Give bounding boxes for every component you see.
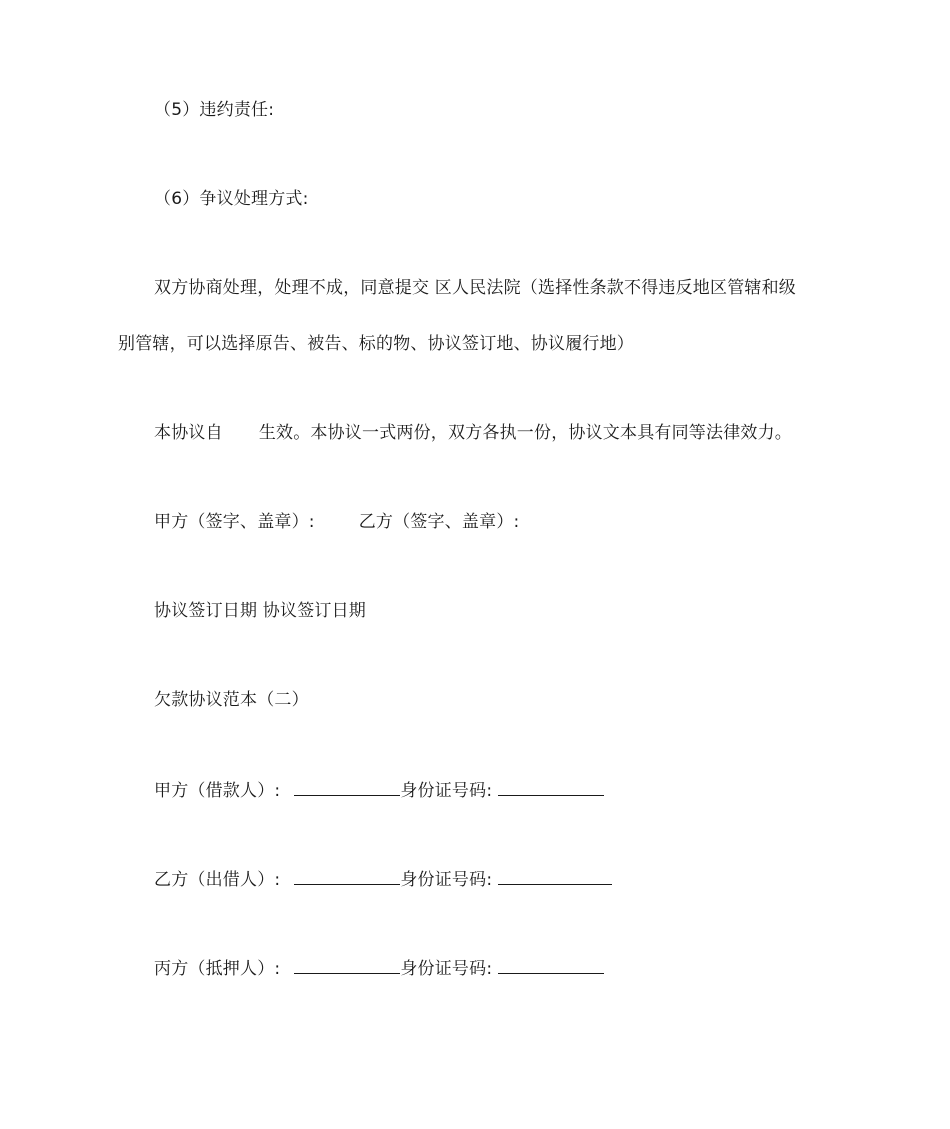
- lender-name-blank: [294, 866, 400, 885]
- dispute-resolution-heading: （6）争议处理方式:: [154, 189, 309, 209]
- mortgagor-row: [154, 955, 604, 981]
- effective-clause: [154, 421, 792, 445]
- lender-label: 乙方（出借人）:: [154, 870, 281, 890]
- borrower-row: [154, 777, 604, 803]
- effective-suffix: 生效。本协议一式两份，双方各执一份，协议文本具有同等法律效力。: [258, 423, 793, 443]
- lender-id-blank: [498, 866, 612, 885]
- borrower-name-blank: [294, 777, 400, 796]
- lender-id-label: 身份证号码:: [400, 870, 493, 890]
- dispute-text-line1: 双方协商处理，处理不成，同意提交 区人民法院（选择性条款不得违反地区管辖和级: [154, 278, 797, 298]
- mortgagor-label: 丙方（抵押人）:: [154, 959, 281, 979]
- borrower-label: 甲方（借款人）:: [154, 781, 281, 801]
- template-title: 欠款协议范本（二）: [154, 690, 309, 710]
- breach-liability-heading: （5）违约责任:: [154, 100, 275, 120]
- mortgagor-id-label: 身份证号码:: [400, 959, 493, 979]
- party-a-signature-label: 甲方（签字、盖章）:: [154, 512, 315, 532]
- borrower-id-blank: [498, 777, 604, 796]
- lender-row: [154, 866, 612, 892]
- effective-prefix: 本协议自: [154, 423, 223, 443]
- mortgagor-name-blank: [294, 955, 400, 974]
- mortgagor-id-blank: [498, 955, 604, 974]
- sign-dates: 协议签订日期 协议签订日期: [154, 601, 367, 621]
- borrower-id-label: 身份证号码:: [400, 781, 493, 801]
- party-b-signature-label: 乙方（签字、盖章）:: [358, 512, 520, 532]
- dispute-text-line2: 别管辖，可以选择原告、被告、标的物、协议签订地、协议履行地）: [118, 334, 634, 354]
- signature-row: [154, 510, 519, 534]
